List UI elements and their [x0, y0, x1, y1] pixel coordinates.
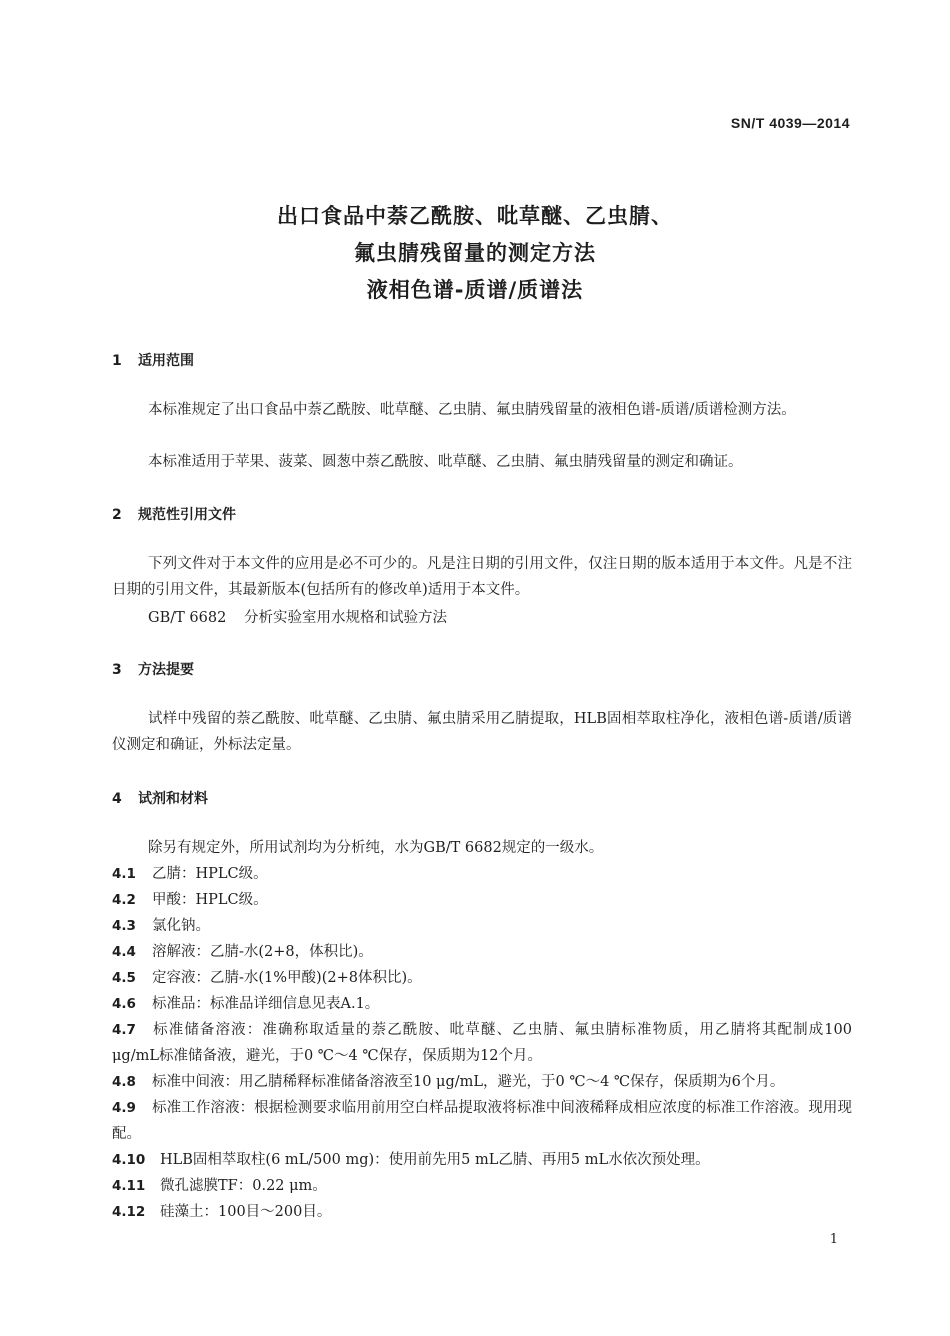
list-item: [112, 991, 852, 1017]
normative-reference: [148, 606, 447, 627]
list-item: [112, 913, 852, 939]
section-4-heading: [112, 788, 208, 808]
section-title: 适用范围: [138, 353, 194, 369]
item-text: 硅藻土：100目～200目。: [160, 1204, 332, 1220]
item-text: 标准工作溶液：根据检测要求临用前用空白样品提取液将标准中间液稀释成相应浓度的标准工作溶液。现用现配。: [112, 1100, 852, 1142]
list-item: [112, 1147, 852, 1173]
list-item: [112, 1173, 852, 1199]
item-number: 4.12: [112, 1204, 146, 1220]
item-text: 溶解液：乙腈-水(2+8，体积比)。: [152, 944, 373, 960]
item-number: 4.11: [112, 1178, 146, 1194]
title-line-3: 液相色谱-质谱/质谱法: [366, 278, 584, 302]
section-number: 2: [112, 507, 122, 523]
section-number: 3: [112, 662, 122, 678]
reference-title: 分析实验室用水规格和试验方法: [244, 610, 447, 626]
item-number: 4.6: [112, 996, 136, 1012]
item-text: 定容液：乙腈-水(1%甲酸)(2+8体积比)。: [152, 970, 422, 986]
item-number: 4.3: [112, 918, 136, 934]
item-number: 4.2: [112, 892, 136, 908]
item-text: 标准储备溶液：准确称取适量的萘乙酰胺、吡草醚、乙虫腈、氟虫腈标准物质，用乙腈将其配制成100 μg/mL标准储备液，避光，于0 ℃～4 ℃保存，保质期为12个月。: [112, 1022, 852, 1064]
list-item: [112, 965, 852, 991]
page-number: 1: [829, 1232, 838, 1247]
document-title: [0, 198, 950, 309]
list-item: [112, 861, 852, 887]
item-text: 微孔滤膜TF：0.22 μm。: [160, 1178, 327, 1194]
section-3-heading: [112, 659, 194, 679]
section-2-heading: [112, 504, 236, 524]
list-item: [112, 939, 852, 965]
section-number: 1: [112, 353, 122, 369]
list-item: [112, 1095, 852, 1147]
section-title: 试剂和材料: [138, 791, 208, 807]
list-item: [112, 887, 852, 913]
section-title: 方法提要: [138, 662, 194, 678]
section-4-intro: 除另有规定外，所用试剂均为分析纯，水为GB/T 6682规定的一级水。: [148, 840, 604, 856]
item-number: 4.4: [112, 944, 136, 960]
item-number: 4.10: [112, 1152, 146, 1168]
section-number: 4: [112, 791, 122, 807]
title-line-2: 氟虫腈残留量的测定方法: [354, 241, 596, 265]
section-title: 规范性引用文件: [138, 507, 236, 523]
item-number: 4.8: [112, 1074, 136, 1090]
list-item: [112, 1069, 852, 1095]
item-number: 4.9: [112, 1100, 136, 1116]
title-line-1: 出口食品中萘乙酰胺、吡草醚、乙虫腈、: [277, 204, 673, 228]
item-text: HLB固相萃取柱(6 mL/500 mg)：使用前先用5 mL乙腈、再用5 mL水依次预处理。: [160, 1152, 710, 1168]
item-number: 4.1: [112, 866, 136, 882]
section-3-paragraph-1: 试样中残留的萘乙酰胺、吡草醚、乙虫腈、氟虫腈采用乙腈提取，HLB固相萃取柱净化，液相色谱-质谱/质谱仪测定和确证，外标法定量。: [112, 711, 852, 753]
section-1-paragraph-1: 本标准规定了出口食品中萘乙酰胺、吡草醚、乙虫腈、氟虫腈残留量的液相色谱-质谱/质谱检测方法。: [148, 402, 796, 418]
item-text: 标准中间液：用乙腈稀释标准储备溶液至10 μg/mL，避光，于0 ℃～4 ℃保存，保质期为6个月。: [152, 1074, 785, 1090]
item-text: 乙腈：HPLC级。: [152, 866, 268, 882]
item-text: 标准品：标准品详细信息见表A.1。: [152, 996, 380, 1012]
section-2-paragraph-1: 下列文件对于本文件的应用是必不可少的。凡是注日期的引用文件，仅注日期的版本适用于本文件。凡是不注日期的引用文件，其最新版本(包括所有的修改单)适用于本文件。: [112, 556, 852, 598]
standard-code: SN/T 4039—2014: [730, 115, 850, 131]
list-item: [112, 1199, 852, 1225]
list-item: [112, 1017, 852, 1069]
reference-code: GB/T 6682: [148, 610, 227, 626]
section-1-paragraph-2: 本标准适用于苹果、菠菜、圆葱中萘乙酰胺、吡草醚、乙虫腈、氟虫腈残留量的测定和确证。: [148, 454, 743, 470]
section-1-heading: [112, 350, 194, 370]
item-number: 4.7: [112, 1022, 136, 1038]
item-text: 甲酸：HPLC级。: [152, 892, 268, 908]
item-text: 氯化钠。: [152, 918, 210, 934]
item-number: 4.5: [112, 970, 136, 986]
